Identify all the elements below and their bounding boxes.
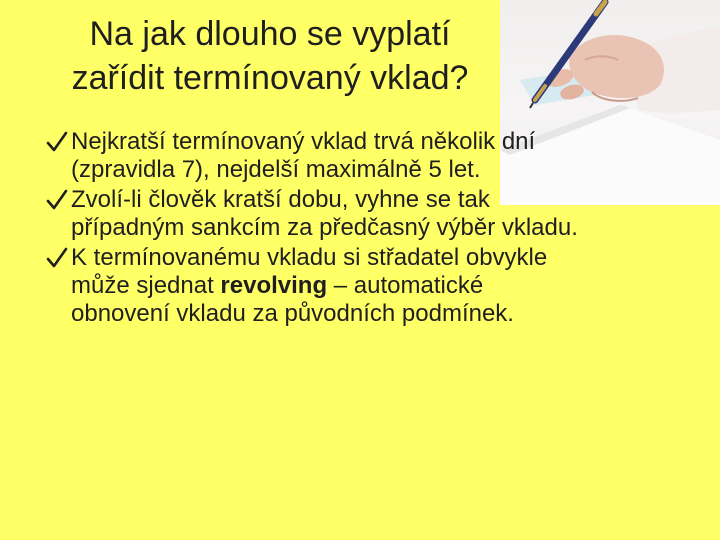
- bullet-text: K termínovanému vkladu si střadatel obvykle: [71, 244, 548, 271]
- bullet-text: (zpravidla 7), nejdelší maximálně 5 let.: [71, 156, 481, 183]
- bullet-text-line: [71, 272, 706, 300]
- bullet-text: Zvolí-li člověk kratší dobu, vyhne se tak: [71, 186, 490, 213]
- list-item: [46, 244, 706, 328]
- page-title: [20, 12, 520, 100]
- check-icon: [46, 244, 68, 272]
- bullet-text: Nejkratší termínovaný vklad trvá několik dní: [71, 128, 536, 155]
- revolving-term: revolving: [220, 272, 328, 299]
- list-item: [46, 186, 706, 242]
- check-icon: [46, 128, 68, 156]
- bullet-text: obnovení vkladu za původních podmínek.: [71, 300, 514, 327]
- bullet-text: může sjednat: [71, 272, 221, 299]
- title-line-1: Na jak dlouho se vyplatí: [89, 15, 451, 53]
- list-item: [46, 128, 706, 184]
- title-line-2: zařídit termínovaný vklad?: [71, 59, 469, 97]
- bullet-text: – automatické: [327, 272, 484, 299]
- bullet-list: [46, 128, 706, 330]
- bullet-text: případným sankcím za předčasný výběr vkladu.: [71, 214, 578, 241]
- check-icon: [46, 186, 68, 214]
